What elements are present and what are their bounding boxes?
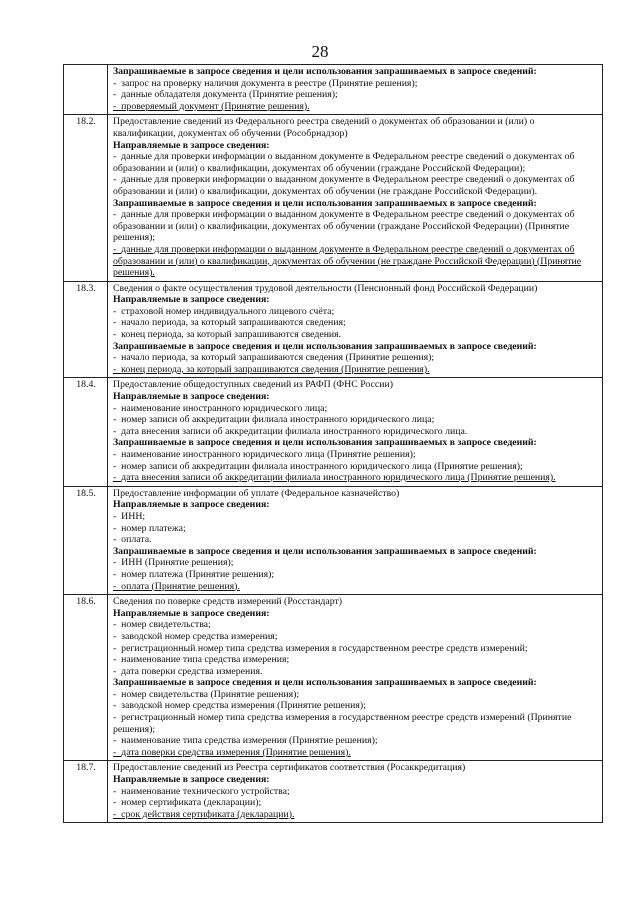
row-content bbox=[108, 115, 603, 281]
section-heading: Направляемые в запросе сведения: bbox=[113, 499, 270, 511]
section-heading: Направляемые в запросе сведения: bbox=[113, 139, 270, 151]
list-item: - ИНН (Принятие решения); bbox=[113, 557, 598, 569]
list-item: - начало периода, за который запрашиваются сведения (Принятие решения); bbox=[113, 352, 598, 364]
row-number: 18.7. bbox=[64, 761, 108, 823]
row-number: 18.4. bbox=[64, 378, 108, 486]
row-title: Сведения по поверке средств измерений (Росстандарт) bbox=[113, 596, 343, 608]
section-heading: Запрашиваемые в запросе сведения и цели использования запрашиваемых в запросе сведений: bbox=[113, 66, 537, 77]
list-item: - данные для проверки информации о выданном документе в Федеральном реестре сведений о документах об образовании и (или) о квалификации, документах об обучении (граждане Российской Федерации); bbox=[113, 151, 598, 174]
list-item: - дата поверки средства измерения. bbox=[113, 666, 598, 678]
list-item: - данные для проверки информации о выданном документе в Федеральном реестре сведений о документах об образовании и (или) о квалификации, документах об обучении (не граждане Российской Федерации). bbox=[113, 174, 598, 197]
list-item: - данные обладателя документа (Принятие решения); bbox=[113, 89, 598, 101]
list-item: - регистрационный номер типа средства измерения в государственном реестре средств измерений (Принятие решения); bbox=[113, 712, 598, 735]
section-heading: Запрашиваемые в запросе сведения и цели использования запрашиваемых в запросе сведений: bbox=[113, 677, 537, 689]
row-content bbox=[108, 761, 603, 823]
list-item: - наименование иностранного юридического лица (Принятие решения); bbox=[113, 449, 598, 461]
row-title: Предоставление сведений из Федерального реестра сведений о документах об образовании и (или) о квалификации, документах об обучении (Рособрнадзор) bbox=[113, 116, 535, 139]
section-heading: Запрашиваемые в запросе сведения и цели использования запрашиваемых в запросе сведений: bbox=[113, 197, 537, 209]
list-item: - номер записи об аккредитации филиала иностранного юридического лица; bbox=[113, 414, 598, 426]
list-item: - номер записи об аккредитации филиала иностранного юридического лица (Принятие решения); bbox=[113, 461, 598, 473]
list-item: - заводской номер средства измерения (Принятие решения); bbox=[113, 700, 598, 712]
page-number: 28 bbox=[311, 42, 329, 61]
list-item: - начало периода, за который запрашиваются сведения; bbox=[113, 317, 598, 329]
table-row bbox=[64, 378, 603, 486]
list-item: - данные для проверки информации о выданном документе в Федеральном реестре сведений о документах об образовании и (или) о квалификации, документах об обучении (не граждане Российской Федерации) (Принятие решения). bbox=[113, 244, 598, 279]
table-row bbox=[64, 281, 603, 378]
list-item: - оплата. bbox=[113, 534, 598, 546]
list-item: - запрос на проверку наличия документа в реестре (Принятие решения); bbox=[113, 78, 598, 90]
list-item: - ИНН; bbox=[113, 511, 598, 523]
list-item: - дата внесения записи об аккредитации филиала иностранного юридического лица. bbox=[113, 426, 598, 438]
list-item: - номер платежа; bbox=[113, 523, 598, 535]
row-content bbox=[108, 486, 603, 594]
row-number: 18.3. bbox=[64, 281, 108, 378]
row-content bbox=[108, 281, 603, 378]
table-row bbox=[64, 65, 603, 115]
list-item: - наименование типа средства измерения (Принятие решения); bbox=[113, 735, 598, 747]
requirements-table bbox=[63, 64, 603, 823]
list-item: - оплата (Принятие решения). bbox=[113, 581, 598, 593]
list-item: - конец периода, за который запрашиваются сведения (Принятие решения). bbox=[113, 364, 598, 376]
table-row bbox=[64, 115, 603, 281]
row-title: Предоставление информации об уплате (Федеральное казначейство) bbox=[113, 487, 400, 499]
section-heading: Направляемые в запросе сведения: bbox=[113, 607, 270, 619]
table-row bbox=[64, 595, 603, 761]
list-item: - срок действия сертификата (декларации). bbox=[113, 809, 598, 821]
list-item: - данные для проверки информации о выданном документе в Федеральном реестре сведений о документах об образовании и (или) о квалификации, документах об обучении (граждане Российской Федерации) (Принятие решения); bbox=[113, 209, 598, 244]
row-title: Предоставление сведений из Реестра сертификатов соответствия (Росаккредитация) bbox=[113, 762, 466, 774]
table-row bbox=[64, 486, 603, 594]
list-item: - проверяемый документ (Принятие решения). bbox=[113, 101, 598, 113]
section-heading: Направляемые в запросе сведения: bbox=[113, 774, 270, 786]
row-title: Сведения о факте осуществления трудовой деятельности (Пенсионный фонд Российской Федерации) bbox=[113, 282, 538, 294]
list-item: - наименование технического устройства; bbox=[113, 786, 598, 798]
row-content bbox=[108, 65, 603, 115]
section-heading: Запрашиваемые в запросе сведения и цели использования запрашиваемых в запросе сведений: bbox=[113, 340, 537, 352]
list-item: - заводской номер средства измерения; bbox=[113, 631, 598, 643]
section-heading: Запрашиваемые в запросе сведения и цели использования запрашиваемых в запросе сведений: bbox=[113, 437, 537, 449]
list-item: - страховой номер индивидуального лицевого счёта; bbox=[113, 306, 598, 318]
list-item: - номер свидетельства; bbox=[113, 619, 598, 631]
list-item: - номер платежа (Принятие решения); bbox=[113, 569, 598, 581]
section-heading: Запрашиваемые в запросе сведения и цели использования запрашиваемых в запросе сведений: bbox=[113, 545, 537, 557]
row-content bbox=[108, 595, 603, 761]
list-item: - наименование типа средства измерения; bbox=[113, 654, 598, 666]
row-number bbox=[64, 65, 108, 115]
list-item: - регистрационный номер типа средства измерения в государственном реестре средств измерений; bbox=[113, 643, 598, 655]
row-title: Предоставление общедоступных сведений из РАФП (ФНС России) bbox=[113, 379, 393, 391]
section-heading: Направляемые в запросе сведения: bbox=[113, 391, 270, 403]
list-item: - номер свидетельства (Принятие решения); bbox=[113, 689, 598, 701]
list-item: - номер сертификата (декларации); bbox=[113, 797, 598, 809]
row-content bbox=[108, 378, 603, 486]
row-number: 18.2. bbox=[64, 115, 108, 281]
row-number: 18.5. bbox=[64, 486, 108, 594]
list-item: - дата внесения записи об аккредитации филиала иностранного юридического лица (Принятие решения). bbox=[113, 472, 598, 484]
row-number: 18.6. bbox=[64, 595, 108, 761]
list-item: - наименование иностранного юридического лица; bbox=[113, 403, 598, 415]
list-item: - дата поверки средства измерения (Принятие решения). bbox=[113, 747, 598, 759]
list-item: - конец периода, за который запрашиваются сведения. bbox=[113, 329, 598, 341]
section-heading: Направляемые в запросе сведения: bbox=[113, 294, 270, 306]
table-row bbox=[64, 761, 603, 823]
